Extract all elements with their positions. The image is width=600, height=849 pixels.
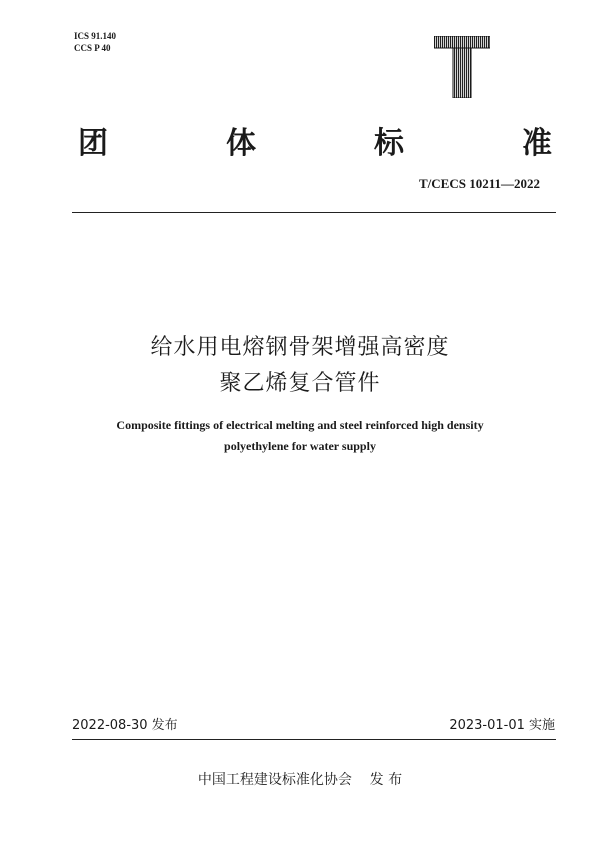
doc-type-char: 体 bbox=[226, 126, 256, 161]
issue-date: 2022-08-30 发布 bbox=[72, 718, 178, 733]
standard-number: T/CECS 10211—2022 bbox=[419, 176, 540, 191]
doc-type-char: 标 bbox=[374, 126, 404, 161]
implementation-date: 2023-01-01 实施 bbox=[449, 718, 555, 733]
doc-type-char: 准 bbox=[522, 126, 552, 161]
ccs-code: CCS P 40 bbox=[74, 43, 111, 53]
english-title-line-2: polyethylene for water supply bbox=[224, 439, 376, 453]
standard-t-logo bbox=[434, 36, 490, 98]
bottom-divider bbox=[72, 739, 556, 740]
classification-codes bbox=[74, 30, 116, 54]
doc-type-char: 团 bbox=[78, 126, 108, 161]
top-divider bbox=[72, 212, 556, 213]
english-title-line-1: Composite fittings of electrical melting and steel reinforced high density bbox=[116, 418, 484, 432]
document-type-heading bbox=[78, 118, 552, 162]
publisher: 中国工程建设标准化协会 发 布 bbox=[197, 772, 403, 788]
ics-code: ICS 91.140 bbox=[74, 31, 117, 41]
chinese-title-line-1: 给水用电熔钢骨架增强高密度 bbox=[150, 335, 450, 360]
chinese-title-line-2: 聚乙烯复合管件 bbox=[219, 371, 381, 396]
